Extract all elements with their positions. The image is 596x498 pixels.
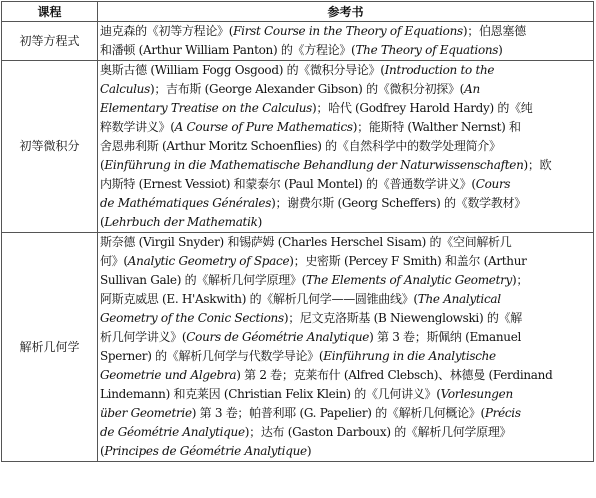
book-title-text: A Course of Pure Mathematics [174,120,353,134]
reference-text: )；哈代 (Godfrey Harold Hardy) 的《纯 [312,101,533,115]
book-title-text: Vorlesungen [440,387,513,401]
table-row [2,61,594,233]
reference-text: 舍恩弗利斯 (Arthur Moritz Schoenflies) 的《自然科学中的数学处理简介》 [100,139,501,153]
reference-line [100,423,591,442]
header-course: 课程 [2,2,98,22]
references-cell [98,22,594,61]
header-row [2,2,594,22]
reference-line [100,252,591,271]
reference-line [100,41,591,60]
reference-line [100,385,591,404]
reference-line [100,404,591,423]
reference-text: ) [257,215,262,229]
reference-line [100,80,591,99]
reference-text: )；达布 (Gaston Darboux) 的《解析几何学原理》 [244,425,512,439]
reference-line [100,328,591,347]
reference-text: 何》( [100,254,128,268]
reference-line [100,194,591,213]
reference-text: 奥斯古德 (William Fogg Osgood) 的《微积分导论》( [100,63,385,77]
book-title-text: Geometry of the Conic Sections [100,311,284,325]
reference-line [100,366,591,385]
reference-text: )； [512,273,529,287]
reference-text: 》( [217,24,234,38]
reference-text: )；谢费尔斯 (Georg Scheffers) 的《数学教材》 [271,196,526,210]
course-cell: 初等微积分 [2,61,98,233]
reference-text: 迪克森的《 [100,24,159,38]
reference-text: ) 第 2 卷；克莱布什 (Alfred Clebsch)、林德曼 (Ferdinand [236,368,553,382]
reference-text: ) 第 3 卷；帕普利耶 (G. Papelier) 的《解析几何概论》( [191,406,485,420]
reference-line [100,213,591,232]
reference-text: Lindemann) 和克莱因 (Christian Felix Klein) 的《几何讲义》( [100,387,441,401]
reference-text: )；能斯特 (Walther Nernst) 和 [352,120,521,134]
reference-text: 和潘顿 (Arthur William Panton) 的《方程论》( [100,43,356,57]
reference-text: 粹数学讲义》( [100,120,175,134]
book-title-text: The Theory of Equations [355,43,499,57]
book-title-text: Einführung in die Mathematische Behandlung der Naturwissenschaften [104,158,524,172]
table-row [2,22,594,61]
reference-line [100,22,591,41]
book-title-text: Elementary Treatise on the Calculus [100,101,313,115]
book-title-text: Principes de Géométrie Analytique [104,444,307,458]
reference-line [100,347,591,366]
reference-line [100,175,591,194]
book-title-text: The Elements of Analytic Geometry [306,273,513,287]
book-title-text: Geometrie und Algebra [100,368,237,382]
reference-text: 斯奈德 (Virgil Snyder) 和锡萨姆 (Charles Herschel Sisam) 的《空间解析几 [100,235,512,249]
course-cell: 初等方程式 [2,22,98,61]
course-cell: 解析几何学 [2,233,98,462]
book-title-text: Introduction to the [384,63,495,77]
reference-text: )；史密斯 (Percey F Smith) 和盖尔 (Arthur [289,254,527,268]
reference-text: Sperner) 的《解析几何学与代数学导论》( [100,349,324,363]
reference-text: ) 第 3 卷；斯佩纳 (Emanuel [369,330,522,344]
book-title-text: Einführung in die Analytische [323,349,496,363]
reference-text: 析几何学讲义》( [100,330,187,344]
table-body [2,22,594,462]
reference-text: )；尼文克洛斯基 (B Niewenglowski) 的《解 [283,311,522,325]
reference-text: )；伯恩塞德 [462,24,526,38]
reference-line [100,290,591,309]
reference-text: ( [100,215,105,229]
reference-line [100,137,591,156]
book-title-text: First Course in the Theory of Equations [233,24,463,38]
book-title-text: über Geometrie [100,406,192,420]
book-title-text: The Analytical [417,292,501,306]
book-title-text: Cours [475,177,511,191]
book-title-text: Cours de Géométrie Analytique [186,330,370,344]
reference-line [100,309,591,328]
reference-table [1,1,594,462]
reference-text: )；欧 [523,158,552,172]
reference-text: 初等方程论 [158,24,218,38]
table-row [2,233,594,462]
reference-line [100,99,591,118]
reference-text: )；吉布斯 (George Alexander Gibson) 的《微积分初探》( [149,82,465,96]
references-cell [98,233,594,462]
book-title-text: An [464,82,480,96]
reference-text: ) [498,43,503,57]
reference-line [100,271,591,290]
reference-line [100,442,591,461]
reference-text: ( [100,444,105,458]
reference-line [100,156,591,175]
reference-text: 内斯特 (Ernest Vessiot) 和蒙泰尔 (Paul Montel) 的《普通数学讲义》( [100,177,476,191]
book-title-text: Analytic Geometry of Space [127,254,290,268]
reference-line [100,61,591,80]
book-title-text: Précis [484,406,521,420]
book-title-text: Lehrbuch der Mathematik [104,215,258,229]
reference-text: ) [306,444,312,458]
book-title-text: de Géométrie Analytique [100,425,245,439]
references-cell [98,61,594,233]
book-title-text: Calculus [100,82,150,96]
book-title-text: de Mathématiques Générales [100,196,272,210]
reference-line [100,233,591,252]
reference-text: ( [100,158,105,172]
reference-text: Sullivan Gale) 的《解析几何学原理》( [100,273,306,287]
reference-line [100,118,591,137]
header-references: 参考书 [98,2,594,22]
reference-text: 阿斯克威思 (E. H'Askwith) 的《解析几何学——圆锥曲线》( [100,292,418,306]
